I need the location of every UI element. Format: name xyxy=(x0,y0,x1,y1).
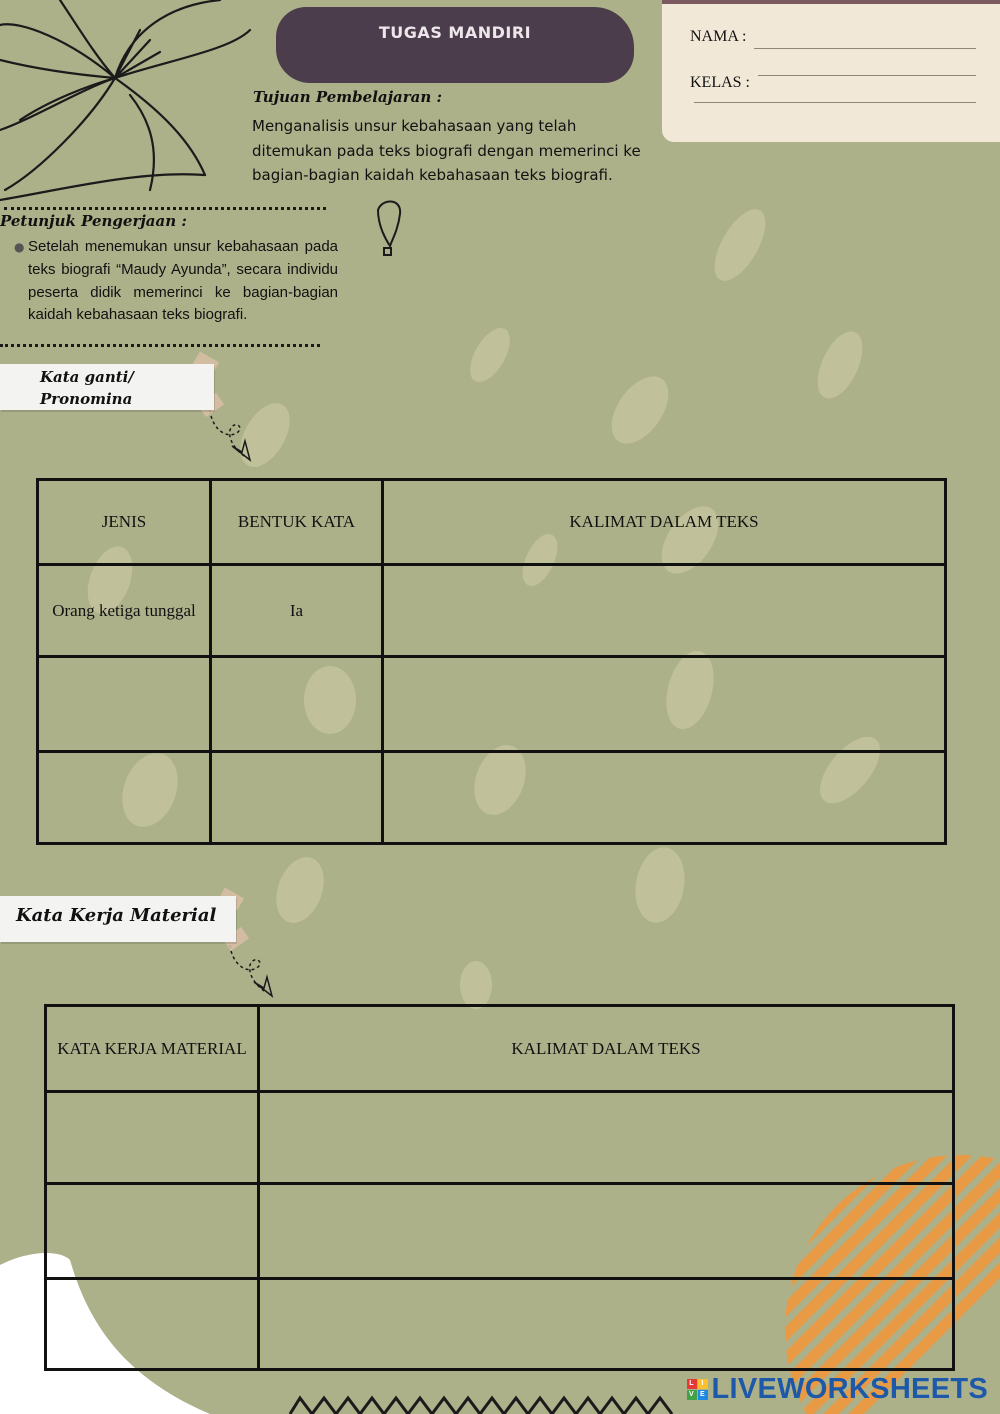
material-verb-table xyxy=(44,1004,955,1371)
verb-section-tag: Kata Kerja Material xyxy=(0,896,236,942)
answer-cell[interactable] xyxy=(38,657,211,752)
exclamation-icon xyxy=(378,201,400,255)
class-label: KELAS : xyxy=(690,74,750,91)
instructions-text: Setelah menemukan unsur kebahasaan pada teks biografi “Maudy Ayunda”, secara individu peserta didik memerinci ke bagian-bagian kaidah kebahasaan teks biografi. xyxy=(28,238,338,324)
name-label: NAMA : xyxy=(690,28,747,45)
answer-cell[interactable] xyxy=(259,1092,954,1184)
column-header: KALIMAT DALAM TEKS xyxy=(259,1006,954,1092)
answer-cell[interactable] xyxy=(383,752,946,844)
logo-text: LIVEWORKSHEETS xyxy=(711,1373,988,1405)
logo-letter: L xyxy=(687,1379,697,1389)
table-cell: Orang ketiga tunggal xyxy=(38,565,211,657)
answer-cell[interactable] xyxy=(259,1184,954,1279)
table-row xyxy=(38,752,946,844)
dotted-divider xyxy=(4,207,326,210)
answer-cell[interactable] xyxy=(383,565,946,657)
curly-arrow-2 xyxy=(230,945,272,996)
objective-line: Menganalisis unsur kebahasaan yang telah xyxy=(252,117,577,135)
objective-line: ditemukan pada teks biografi dengan memerinci ke xyxy=(252,141,641,160)
table-row xyxy=(38,657,946,752)
logo-letter: I xyxy=(698,1379,708,1389)
worksheet-title: TUGAS MANDIRI xyxy=(276,7,634,83)
table-cell: Ia xyxy=(211,565,383,657)
table-row xyxy=(38,565,946,657)
tag-line: Kata ganti/ xyxy=(40,368,134,386)
tag-line: Pronomina xyxy=(40,390,133,408)
table-header-row xyxy=(38,480,946,565)
logo-letter: E xyxy=(698,1390,708,1400)
answer-cell[interactable] xyxy=(46,1092,259,1184)
answer-cell[interactable] xyxy=(46,1279,259,1370)
student-info-card xyxy=(662,0,1000,142)
answer-cell[interactable] xyxy=(383,657,946,752)
logo-icon xyxy=(687,1379,708,1400)
class-input-line-2[interactable] xyxy=(694,102,976,103)
objective-line: bagian-bagian kaidah kebahasaan teks biografi. xyxy=(252,166,613,184)
table-row xyxy=(46,1184,954,1279)
pronoun-table xyxy=(36,478,947,845)
column-header: BENTUK KATA xyxy=(211,480,383,565)
instructions-title: Petunjuk Pengerjaan : xyxy=(0,212,187,230)
pronoun-section-tag xyxy=(0,364,214,410)
flower-illustration xyxy=(0,0,250,200)
table-row xyxy=(46,1279,954,1370)
zigzag-line xyxy=(290,1398,672,1414)
answer-cell[interactable] xyxy=(38,752,211,844)
answer-cell[interactable] xyxy=(46,1184,259,1279)
name-input-line[interactable] xyxy=(754,48,976,49)
logo-letter: V xyxy=(687,1390,697,1400)
objective-title: Tujuan Pembelajaran : xyxy=(253,88,443,106)
column-header: JENIS xyxy=(38,480,211,565)
liveworksheets-logo[interactable] xyxy=(687,1373,989,1406)
column-header: KALIMAT DALAM TEKS xyxy=(383,480,946,565)
table-header-row xyxy=(46,1006,954,1092)
table-row xyxy=(46,1092,954,1184)
answer-cell[interactable] xyxy=(259,1279,954,1370)
column-header: KATA KERJA MATERIAL xyxy=(46,1006,259,1092)
objective-text xyxy=(252,114,672,188)
bullet-icon: ● xyxy=(14,240,25,254)
answer-cell[interactable] xyxy=(211,752,383,844)
class-input-line[interactable] xyxy=(758,75,976,76)
answer-cell[interactable] xyxy=(211,657,383,752)
dotted-divider xyxy=(0,344,320,347)
